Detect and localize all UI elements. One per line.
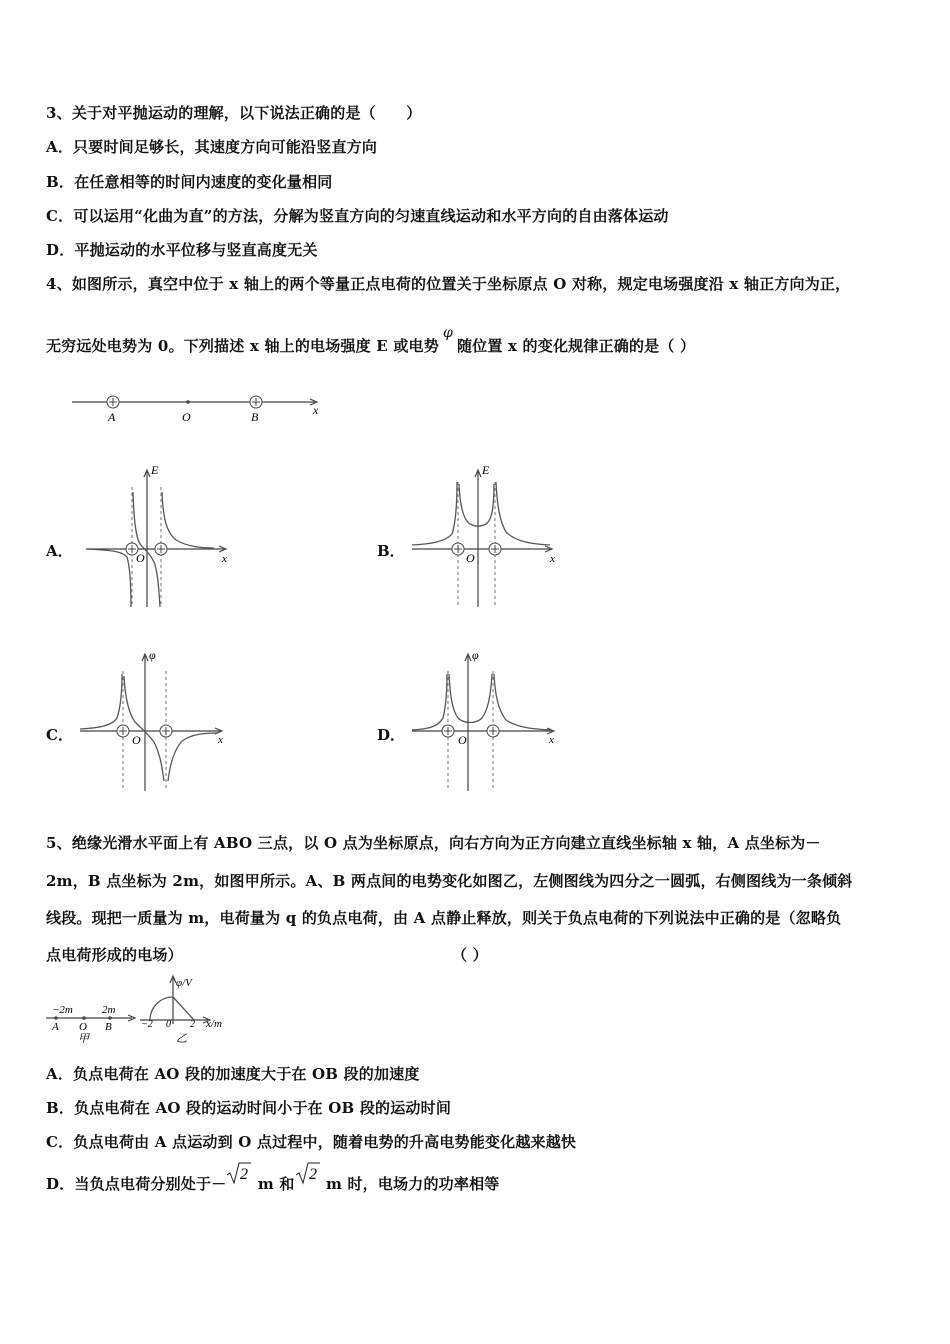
q4-stem-phi: φ xyxy=(442,325,453,341)
jia-caption: 甲 xyxy=(78,1033,89,1045)
q4-charge-diagram xyxy=(70,392,330,428)
diagram-label-b: B xyxy=(251,410,259,424)
axis-label-x: x xyxy=(550,553,555,565)
sqrt-radicand-2: 2 xyxy=(308,1166,317,1183)
axis-label-x: x xyxy=(218,734,223,746)
q4-option-b-label: B． xyxy=(377,542,405,560)
charge-b-icon xyxy=(250,396,262,408)
origin-dot xyxy=(186,400,190,404)
sqrt-icon xyxy=(226,1166,252,1197)
q4-option-d-label: D． xyxy=(377,726,406,744)
jia-label-b: B xyxy=(105,1021,112,1033)
q4-graph-d xyxy=(410,646,565,796)
q5-stem-line2: 2m，B 点坐标为 2m，如图甲所示。A、B 两点间的电势变化如图乙，左侧图线为四分之一圆弧，右侧图线为一条倾斜 xyxy=(46,872,853,890)
charge-icon xyxy=(487,725,499,737)
q5-option-d-text-b: m 和 xyxy=(252,1175,295,1193)
q4-stem-line2 xyxy=(46,325,696,356)
q4-stem-line2-a: 无穷远处电势为 0。下列描述 x 轴上的电场强度 E 或电势 xyxy=(46,337,439,355)
axis-label-x: x xyxy=(549,734,554,746)
axis-label-e: E xyxy=(482,463,490,477)
q3-option-b: B．在任意相等的时间内速度的变化量相同 xyxy=(46,173,333,191)
axis-label-e: E xyxy=(151,463,159,477)
q5-answer-bracket: （ ） xyxy=(452,946,488,964)
q5-option-d-text-a: D．当负点电荷分别处于－ xyxy=(46,1175,227,1193)
sqrt-icon xyxy=(295,1166,321,1197)
q5-stem-line1: 5、绝缘光滑水平面上有 ABO 三点，以 O 点为坐标原点，向右方向为正方向建立直线坐标轴 x 轴，A 点坐标为－ xyxy=(46,834,821,852)
diagram-label-x: x xyxy=(313,403,319,417)
axis-label-o: O xyxy=(458,733,467,747)
q5-option-c: C．负点电荷由 A 点运动到 O 点过程中，随着电势的升高电势能变化越来越快 xyxy=(46,1133,577,1151)
q5-figure-jia xyxy=(44,1000,139,1045)
axis-label-phi: φ xyxy=(472,648,479,662)
q5-stem-line3: 线段。现把一质量为 m，电荷量为 q 的负点电荷，由 A 点静止释放，则关于负点电荷的下列说法中正确的是（忽略负 xyxy=(46,909,842,927)
jia-left-value: −2m xyxy=(52,1004,73,1016)
q4-graph-a xyxy=(84,462,234,612)
q3-option-a: A．只要时间足够长，其速度方向可能沿竖直方向 xyxy=(46,138,378,156)
charge-icon xyxy=(117,725,129,737)
charge-icon xyxy=(489,543,501,555)
axis-label-o: O xyxy=(466,551,475,565)
q5-option-a: A．负点电荷在 AO 段的加速度大于在 OB 段的加速度 xyxy=(46,1065,420,1083)
yi-caption: 乙 xyxy=(176,1033,187,1045)
jia-label-o: O xyxy=(79,1021,87,1033)
charge-icon xyxy=(442,725,454,737)
charge-icon xyxy=(452,543,464,555)
axis-label-phi: φ xyxy=(149,648,156,662)
yi-tick-2: 2 xyxy=(190,1019,195,1030)
yi-tick-0: 0 xyxy=(166,1019,171,1030)
q5-figure-yi xyxy=(138,972,238,1047)
q5-stem-line4: 点电荷形成的电场） xyxy=(46,946,183,964)
charge-a-icon xyxy=(107,396,119,408)
q4-graph-c xyxy=(78,646,233,796)
charge-icon xyxy=(160,725,172,737)
q3-option-c: C．可以运用“化曲为直”的方法，分解为竖直方向的匀速直线运动和水平方向的自由落体运动 xyxy=(46,207,669,225)
axis-label-o: O xyxy=(136,551,145,565)
q5-option-d xyxy=(46,1166,500,1197)
sqrt-radicand-1: 2 xyxy=(240,1166,249,1183)
diagram-label-a: A xyxy=(108,410,116,424)
q5-option-d-text-c: m 时，电场力的功率相等 xyxy=(320,1175,500,1193)
jia-label-a: A xyxy=(52,1021,59,1033)
q3-stem: 3、关于对平抛运动的理解，以下说法正确的是（ ） xyxy=(46,104,422,122)
q4-stem-line2-b: 随位置 x 的变化规律正确的是（ ） xyxy=(456,337,696,355)
q5-option-b: B．负点电荷在 AO 段的运动时间小于在 OB 段的运动时间 xyxy=(46,1099,452,1117)
charge-icon xyxy=(155,543,167,555)
yi-ylabel: φ/V xyxy=(176,977,192,989)
axis-label-x: x xyxy=(222,553,227,565)
diagram-label-o: O xyxy=(182,410,191,424)
q4-option-a-label: A． xyxy=(46,542,73,560)
jia-right-value: 2m xyxy=(102,1004,116,1016)
q4-graph-b xyxy=(410,462,565,612)
q4-option-c-label: C． xyxy=(46,726,73,744)
yi-tick-neg2: −2 xyxy=(141,1019,153,1030)
q4-stem-line1: 4、如图所示，真空中位于 x 轴上的两个等量正点电荷的位置关于坐标原点 O 对称，规定电场强度沿 x 轴正方向为正， xyxy=(46,275,851,293)
axis-label-o: O xyxy=(132,733,141,747)
q3-option-d: D．平抛运动的水平位移与竖直高度无关 xyxy=(46,241,318,259)
yi-xlabel: x/m xyxy=(206,1018,222,1030)
